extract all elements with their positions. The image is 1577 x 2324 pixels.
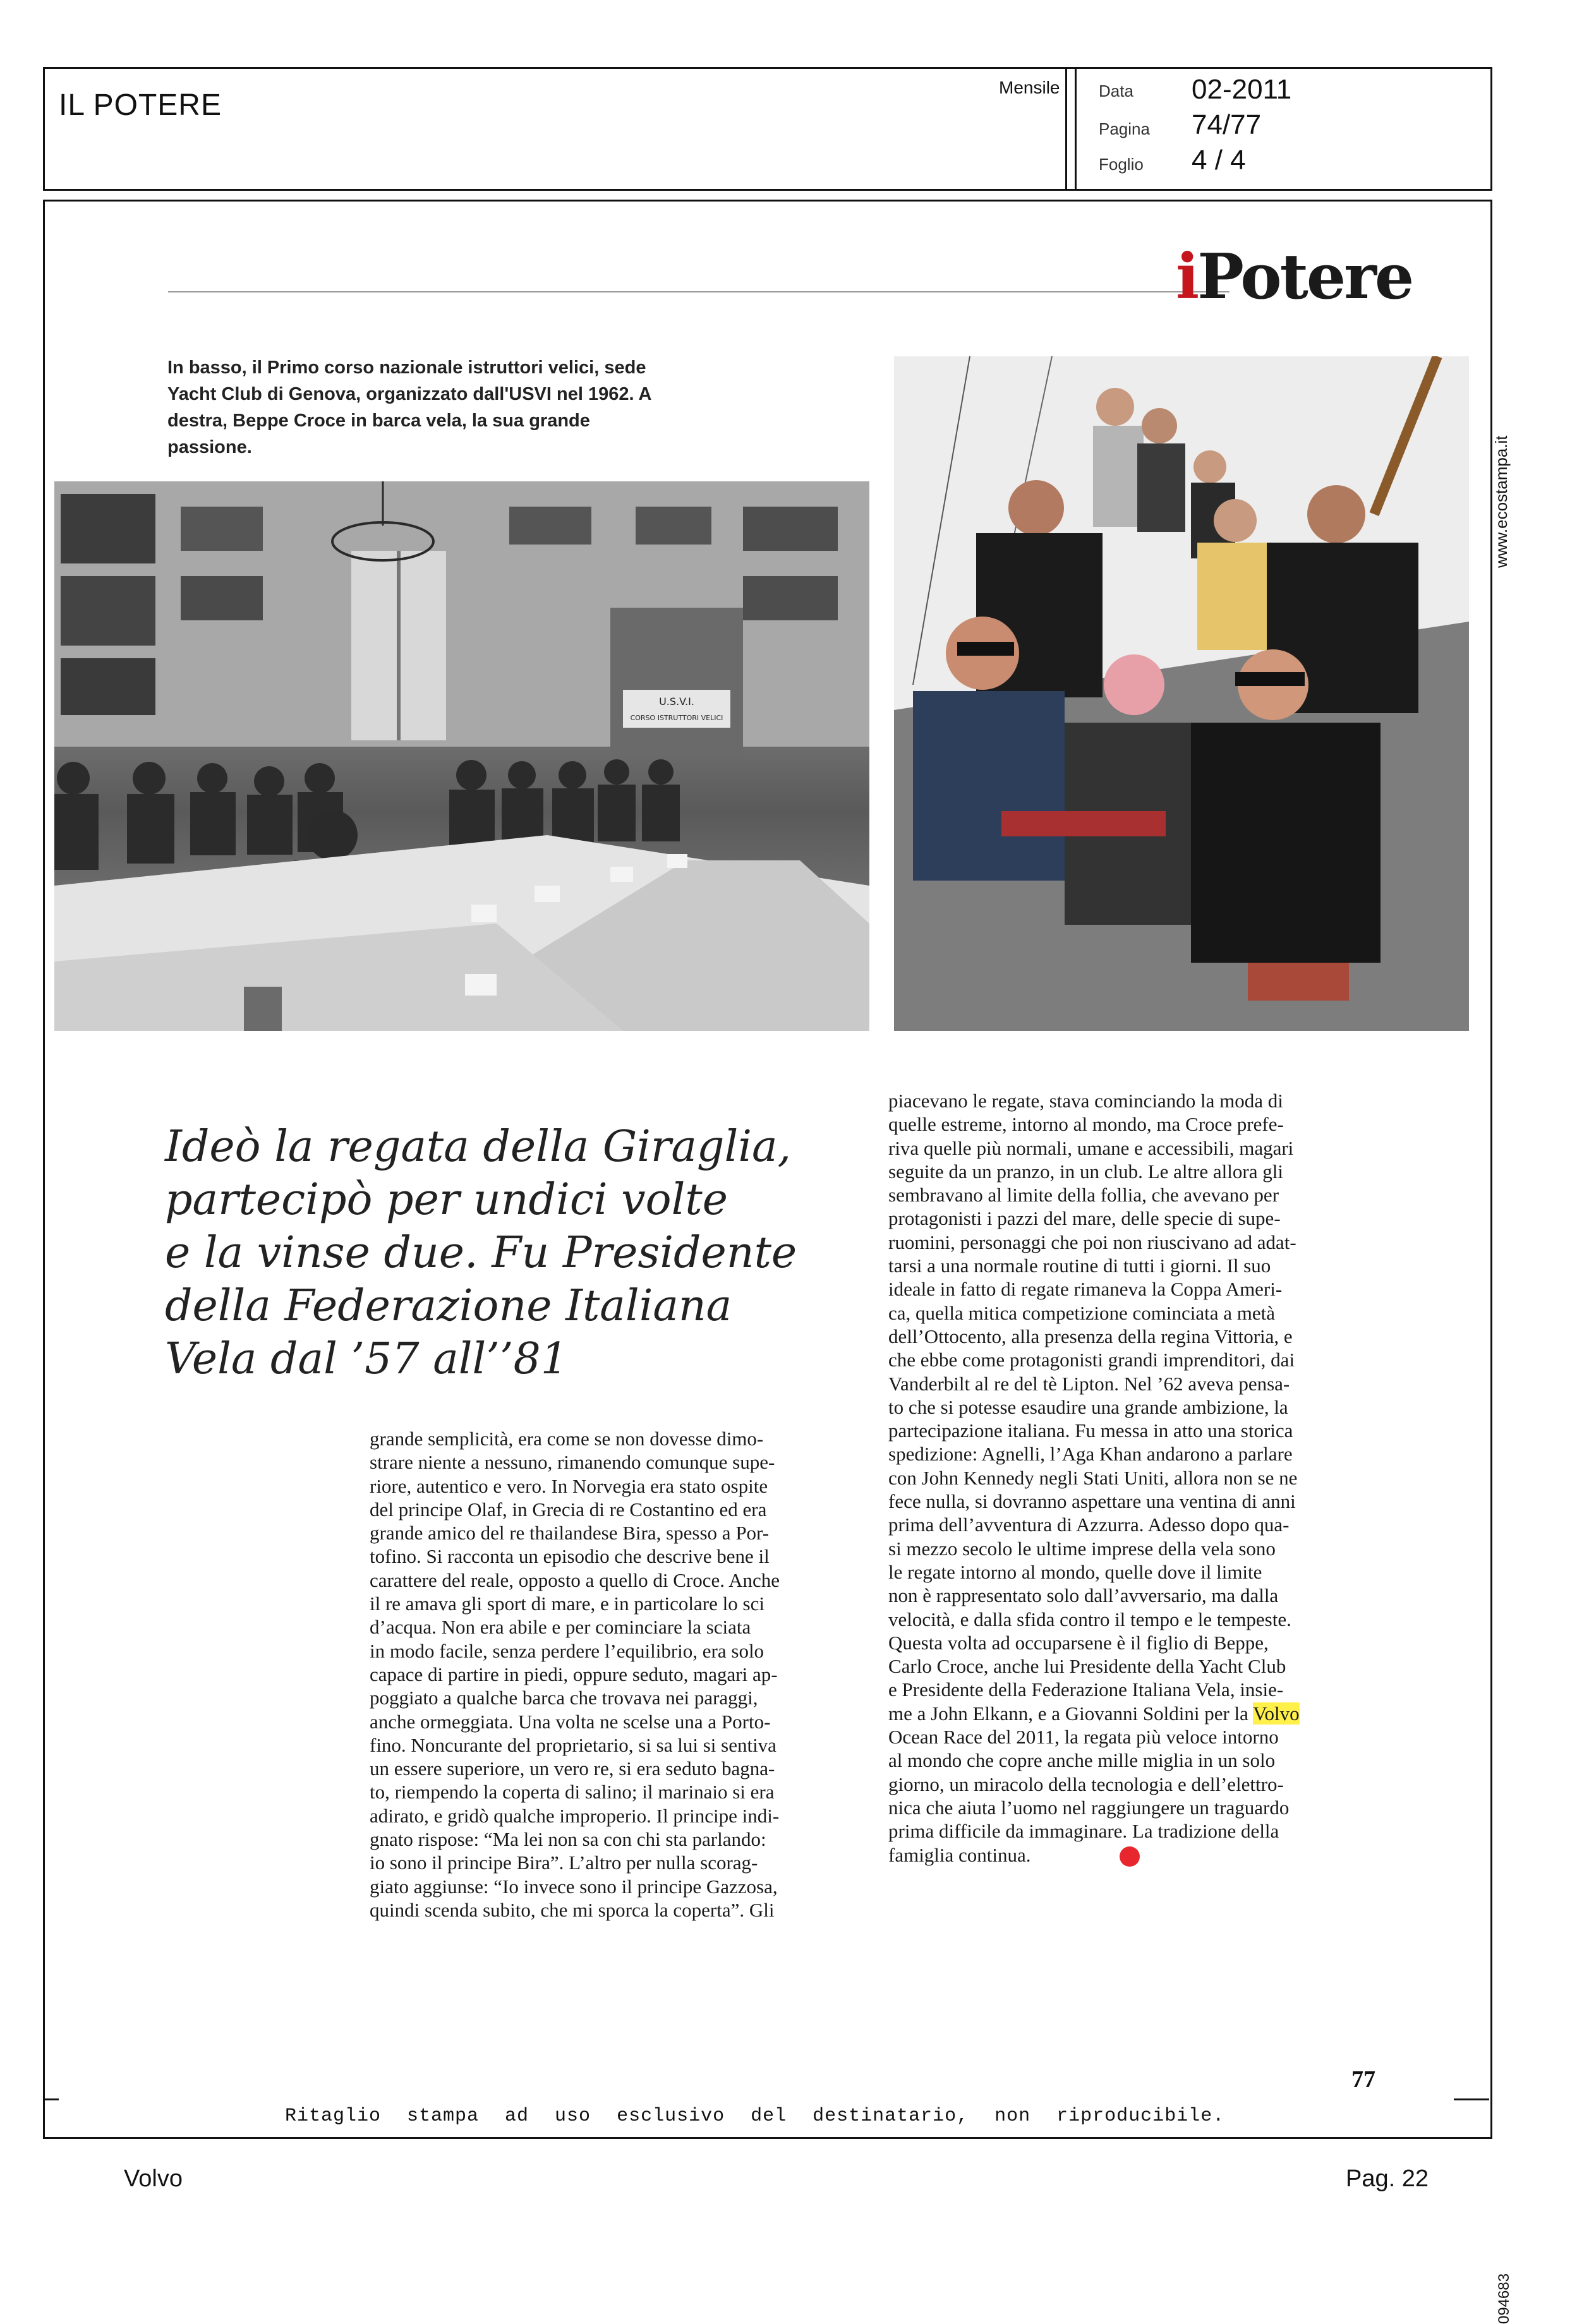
body-column-left — [370, 1427, 862, 1922]
body-line: ruomini, personaggi che poi non riuscivano ad adat- — [888, 1231, 1296, 1253]
body-line: poggiato a qualche barca che trovava nei paraggi, — [370, 1687, 758, 1709]
body-line: tarsi a una normale routine di tutti i giorni. Il suo — [888, 1255, 1271, 1277]
body-line: Questa volta ad occuparsene è il figlio di Beppe, — [888, 1631, 1269, 1654]
clipping-code: 094683 — [1495, 2273, 1513, 2324]
body-line: con John Kennedy negli Stati Uniti, allora non se ne — [888, 1466, 1298, 1489]
body-line: fino. Noncurante del proprietario, si sa lui si sentiva — [370, 1733, 776, 1756]
article-page-number: 77 — [1351, 2066, 1375, 2093]
photo-sailboat-illustration — [894, 356, 1469, 1031]
highlight-volvo: Volvo — [1253, 1702, 1300, 1725]
body-line: quelle estreme, intorno al mondo, ma Croce prefe- — [888, 1113, 1284, 1136]
sheet-value: 4 / 4 — [1192, 145, 1246, 176]
body-line: d’acqua. Non era abile e per cominciare la sciata — [370, 1616, 751, 1639]
body-line: prima dell’avventura di Azzurra. Adesso dopo qua- — [888, 1514, 1290, 1536]
pull-quote-line: della Federazione Italiana — [165, 1281, 732, 1331]
body-line: si mezzo secolo le ultime imprese della vela sono — [888, 1537, 1276, 1560]
body-line: io sono il principe Bira”. L’altro per nulla scorag- — [370, 1851, 758, 1874]
body-line: sembravano al limite della follia, che avevano per — [888, 1184, 1279, 1207]
body-line: che ebbe come protagonisti grandi imprenditori, dai — [888, 1349, 1295, 1371]
page-label: Pagina — [1099, 119, 1150, 138]
body-line: nica che aiuta l’uomo nel raggiungere un traguardo — [888, 1796, 1290, 1819]
body-line: e Presidente della Federazione Italiana Vela, insie- — [888, 1678, 1284, 1701]
body-line: Carlo Croce, anche lui Presidente della Yacht Club — [888, 1655, 1286, 1678]
body-line: grande semplicità, era come se non dovesse dimo- — [370, 1428, 764, 1450]
date-label: Data — [1099, 81, 1133, 100]
photo-sailboat — [894, 356, 1469, 1031]
page-value: 74/77 — [1192, 109, 1262, 140]
pull-quote-line: Vela dal ’57 all’’81 — [165, 1334, 568, 1384]
body-column-right — [888, 1089, 1387, 1867]
photo-caption: In basso, il Primo corso nazionale istruttori velici, sede Yacht Club di Genova, organizzato dall'USVI nel 1962. A destra, Beppe Croce in barca vela, la sua grande passione. — [167, 358, 651, 457]
body-line: capace di partire in piedi, oppure seduto, magari ap- — [370, 1663, 778, 1685]
photo-sailing-course-illustration — [54, 481, 869, 1031]
pull-quote-line: e la vinse due. Fu Presidente — [165, 1228, 797, 1278]
body-line: partecipazione italiana. Fu messa in atto una storica — [888, 1419, 1293, 1442]
body-line: ideale in fatto di regate rimaneva la Coppa Ameri- — [888, 1278, 1283, 1301]
body-line: to, riempendo la coperta di salino; il marinaio si era — [370, 1781, 775, 1803]
pull-quote — [165, 1121, 822, 1386]
body-line: adirato, e gridò qualche improperio. Il principe indi- — [370, 1804, 780, 1827]
top-rule — [168, 291, 1230, 292]
body-line: spedizione: Agnelli, l’Aga Khan andarono a parlare — [888, 1443, 1293, 1466]
client-name: Volvo — [124, 2165, 183, 2192]
body-line: fece nulla, si dovranno aspettare una ventina di anni — [888, 1490, 1296, 1513]
body-line: gnato rispose: “Ma lei non sa con chi sta parlando: — [370, 1828, 766, 1851]
clipping-header — [43, 67, 1492, 191]
margin-tick — [1454, 2098, 1489, 2100]
body-line: Vanderbilt al re del tè Lipton. Nel ’62 aveva pensa- — [888, 1372, 1290, 1395]
magazine-logo: iPotere — [1176, 241, 1413, 313]
body-line-highlighted: me a John Elkann, e a Giovanni Soldini per la Volvo — [888, 1702, 1300, 1725]
body-line: anche ormeggiata. Una volta ne scelse una a Porto- — [370, 1710, 771, 1733]
banner-title: U.S.V.I. — [659, 695, 694, 707]
header-divider — [1065, 69, 1077, 189]
body-line-last: famiglia continua. — [888, 1843, 1387, 1867]
date-value: 02-2011 — [1192, 74, 1292, 105]
pull-quote-line: partecipò per undici volte — [165, 1175, 728, 1225]
body-line: grande amico del re thailandese Bira, spesso a Por- — [370, 1522, 770, 1544]
reproduction-notice: Ritaglio stampa ad uso esclusivo del destinatario, non riproducibile. — [285, 2105, 1225, 2127]
body-line: tofino. Si racconta un episodio che descrive bene il — [370, 1545, 770, 1568]
body-line: non è rappresentato solo dall’avversario, ma dalla — [888, 1584, 1279, 1607]
body-line: riore, autentico e vero. In Norvegia era stato ospite — [370, 1474, 768, 1497]
body-line: strare niente a nessuno, rimanendo comunque supe- — [370, 1451, 775, 1474]
body-line: un essere superiore, un vero re, si era seduto bagna- — [370, 1757, 775, 1780]
body-line: piacevano le regate, stava cominciando la moda di — [888, 1090, 1283, 1112]
body-line: del principe Olaf, in Grecia di re Costantino ed era — [370, 1498, 767, 1520]
pull-quote-line: Ideò la regata della Giraglia, — [165, 1122, 792, 1172]
body-line: to che si potesse esaudire una grande ambizione, la — [888, 1395, 1288, 1418]
body-line: seguite da un pranzo, in un club. Le altre allora gli — [888, 1160, 1283, 1183]
photo-sailing-course — [54, 481, 869, 1031]
body-line: le regate intorno al mondo, quelle dove il limite — [888, 1560, 1262, 1583]
body-line: prima difficile da immaginare. La tradizione della — [888, 1820, 1279, 1843]
margin-tick — [45, 2098, 59, 2100]
body-line: il re amava gli sport di mare, e in particolare lo sci — [370, 1592, 764, 1615]
body-line: dell’Ottocento, alla presenza della regina Vittoria, e — [888, 1325, 1293, 1347]
body-line: Ocean Race del 2011, la regata più veloce intorno — [888, 1726, 1279, 1749]
body-line: protagonisti i pazzi del mare, delle specie di supe- — [888, 1207, 1281, 1230]
body-line: carattere del reale, opposto a quello di Croce. Anche — [370, 1568, 780, 1591]
sheet-label: Foglio — [1099, 155, 1144, 174]
body-line: giorno, un miracolo della tecnologia e dell’elettro- — [888, 1773, 1284, 1795]
body-line: ca, quella mitica competizione cominciata a metà — [888, 1301, 1275, 1324]
body-line: riva quelle più normali, umane e accessibili, magari — [888, 1136, 1294, 1159]
body-line: al mondo che copre anche mille miglia in un solo — [888, 1749, 1276, 1772]
end-mark-dot-icon — [1120, 1846, 1140, 1867]
side-url: www.ecostampa.it — [1492, 435, 1511, 568]
report-page-number: Pag. 22 — [1346, 2165, 1429, 2192]
banner-subtitle: CORSO ISTRUTTORI VELICI — [630, 714, 723, 722]
publication-name: IL POTERE — [59, 88, 222, 122]
publication-frequency: Mensile — [999, 78, 1060, 97]
body-line: quindi scenda subito, che mi sporca la coperta”. Gli — [370, 1898, 775, 1921]
body-line: in modo facile, senza perdere l’equilibrio, era solo — [370, 1639, 764, 1662]
body-line: giato aggiunse: “Io invece sono il principe Gazzosa, — [370, 1875, 778, 1898]
body-line: velocità, e dalla sfida contro il tempo e le tempeste. — [888, 1608, 1291, 1630]
